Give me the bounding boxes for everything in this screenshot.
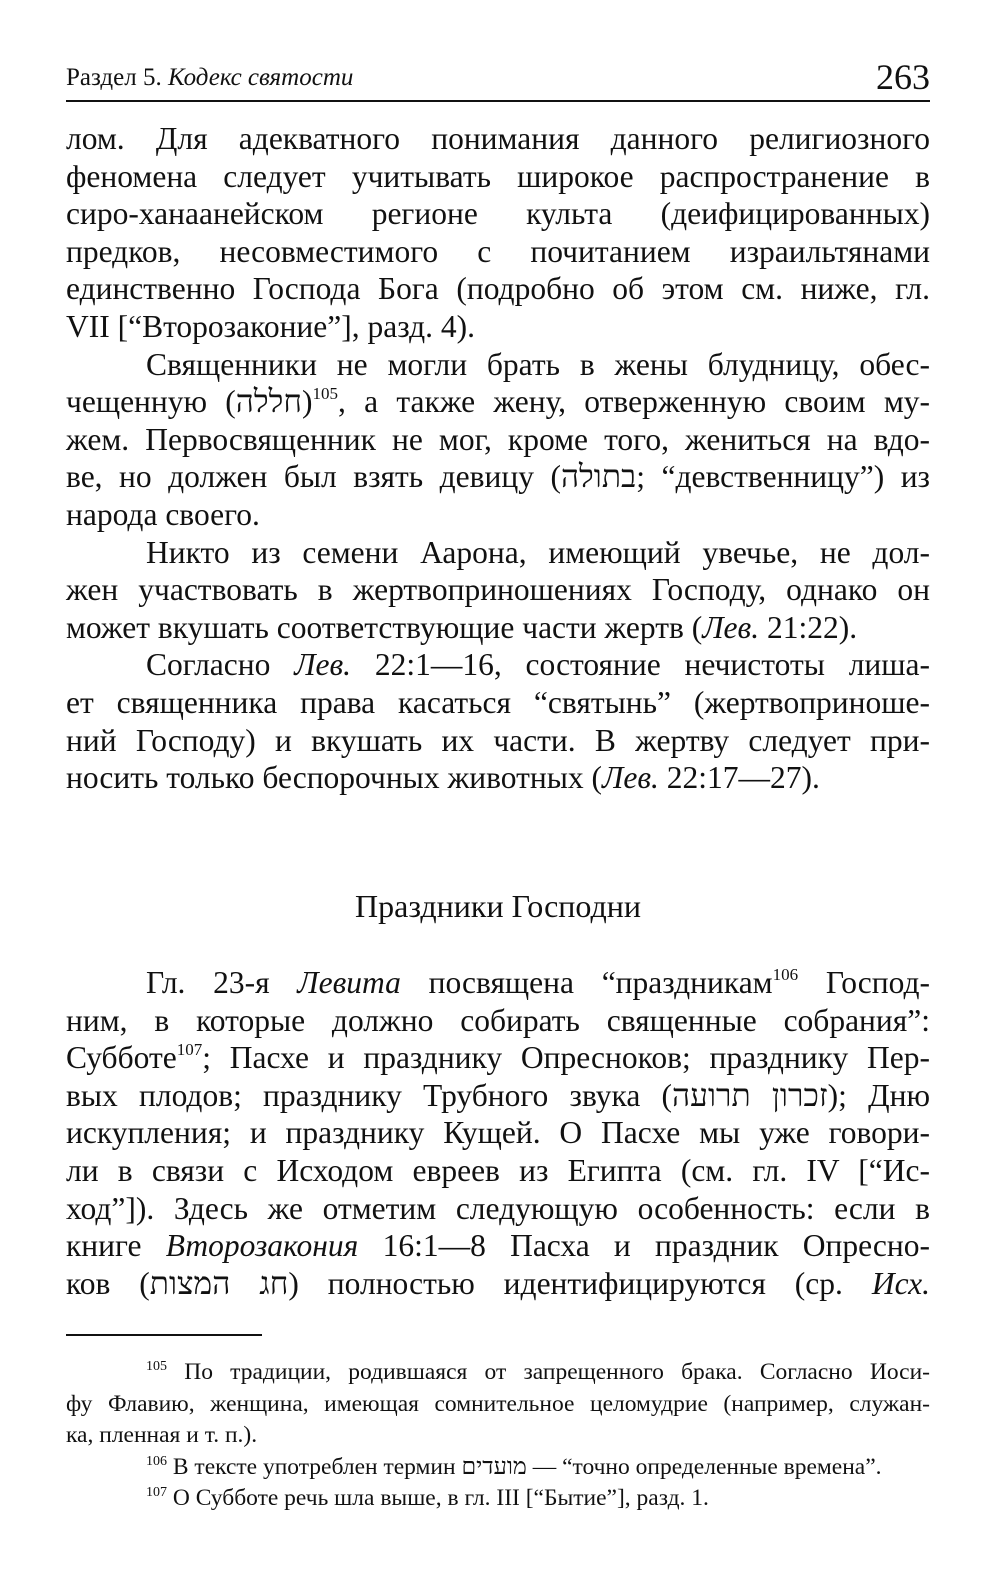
footnote-ref-106: 106 [772,964,799,984]
text-line: ет священника права касаться “святынь” (жертвоприноше- [66,684,930,720]
main-text-continued [66,964,930,1302]
text-run: чещенную (חללה) [66,384,313,420]
footnote-106 [66,1452,930,1484]
footnote-text: О Субботе речь шла выше, в гл. III [“Бытие”], разд. 1. [167,1485,709,1511]
text-line: единственно Господа Бога (подробно об этом см. ниже, гл. [66,271,930,307]
text-line: Никто из семени Аарона, имеющий увечье, не дол- [146,534,930,570]
text-run: Гл. 23-я [146,965,298,1000]
text-line [66,646,930,684]
citation: Исх. [871,1265,931,1301]
text-run: 22:1—16, состояние нечистоты лиша- [351,647,931,683]
text-run: , а также жену, отверженную своим му- [338,384,930,420]
text-line: искупления; и празднику Кущей. О Пасхе мы уже говори- [66,1115,930,1151]
text-run: Согласно [146,647,295,683]
book-title: Левита [297,965,401,1000]
text-line [66,1265,930,1303]
footnote-ref-107: 107 [176,1039,203,1059]
footnote-number: 107 [146,1485,167,1501]
text-line: лом. Для адекватного понимания данного религиозного [66,121,930,156]
text-line: ве, но должен был взять девицу (בתולה; “девственницу”) из [66,459,930,495]
footnote-number: 106 [146,1453,167,1469]
citation: Лев. [602,760,659,796]
text-line [66,1039,930,1077]
footnotes [66,1357,930,1515]
text-run: ; Пасхе и празднику Опресноков; празднику Пер- [202,1040,930,1076]
footnote-number: 105 [146,1359,167,1375]
section-heading: Праздники Господни [355,888,641,924]
text-line: ход”]). Здесь же отметим следующую особенность: если в [66,1190,930,1226]
text-line: жем. Первосвященник не мог, кроме того, жениться на вдо- [66,421,930,457]
text-line: феномена следует учитывать широкое распространение в [66,158,930,194]
text-run: 16:1—8 Пасха и праздник Опресно- [358,1228,930,1264]
citation: Лев. [702,609,760,645]
footnote-text: В тексте употреблен термин מועדים — “точно определенные времена”. [167,1453,882,1480]
text-line: ли в связи с Исходом евреев из Египта (см. гл. IV [“Ис- [66,1152,930,1188]
text-run: 22:17—27). [658,760,820,796]
text-line [66,964,930,1002]
section-title: Кодекс святости [167,64,354,91]
text-run: может вкушать соответствующие части жертв ( [66,609,703,645]
citation: Лев. [294,647,352,683]
footnote-line: фу Флавию, женщина, имеющая сомнительное целомудрие (например, служан- [66,1390,930,1417]
text-line: жен участвовать в жертвоприношениях Господу, однако он [66,572,930,608]
footnote-text: По традиции, родившаяся от запрещенного брака. Согласно Иоси- [167,1359,930,1385]
running-head [66,64,353,92]
text-line: вых плодов; празднику Трубного звука (זכרון תרועה); Дню [66,1077,930,1113]
text-line [66,1227,930,1265]
footnote-line: ка, пленная и т. п.). [66,1422,258,1448]
text-line [66,609,930,647]
text-line: Священники не могли брать в жены блудницу, обес- [146,346,930,382]
footnote-separator [66,1334,262,1336]
text-run: ков (חג המצות) полностью идентифицируются (ср. [66,1265,872,1301]
text-line [66,383,930,421]
text-line: сиро-ханаанейском регионе культа (деифицированных) [66,196,930,232]
text-line: VII [“Второзаконие”], разд. 4). [66,308,475,344]
text-run: 21:22). [759,609,858,645]
main-text [66,120,930,797]
text-run: книге [66,1228,166,1264]
text-line: предков, несовместимого с почитанием израильтянами [66,233,930,269]
text-line [66,759,930,797]
text-line: ний Господу) и вкушать их части. В жертву следует при- [66,722,930,758]
book-title: Второзакония [165,1228,359,1264]
text-run: Господ- [798,965,930,1000]
footnote-ref-105: 105 [312,383,339,403]
text-line: ним, в которые должно собирать священные собрания”: [66,1002,930,1038]
footnote-107 [66,1483,930,1515]
page-header [66,52,930,102]
footnote-105 [66,1357,930,1389]
text-run: носить только беспорочных животных ( [66,760,602,796]
text-line: народа своего. [66,496,260,532]
text-run: посвящена “праздникам [400,965,773,1000]
page-number: 263 [876,57,930,97]
text-run: Субботе [66,1040,177,1076]
section-label: Раздел 5. [66,64,162,91]
